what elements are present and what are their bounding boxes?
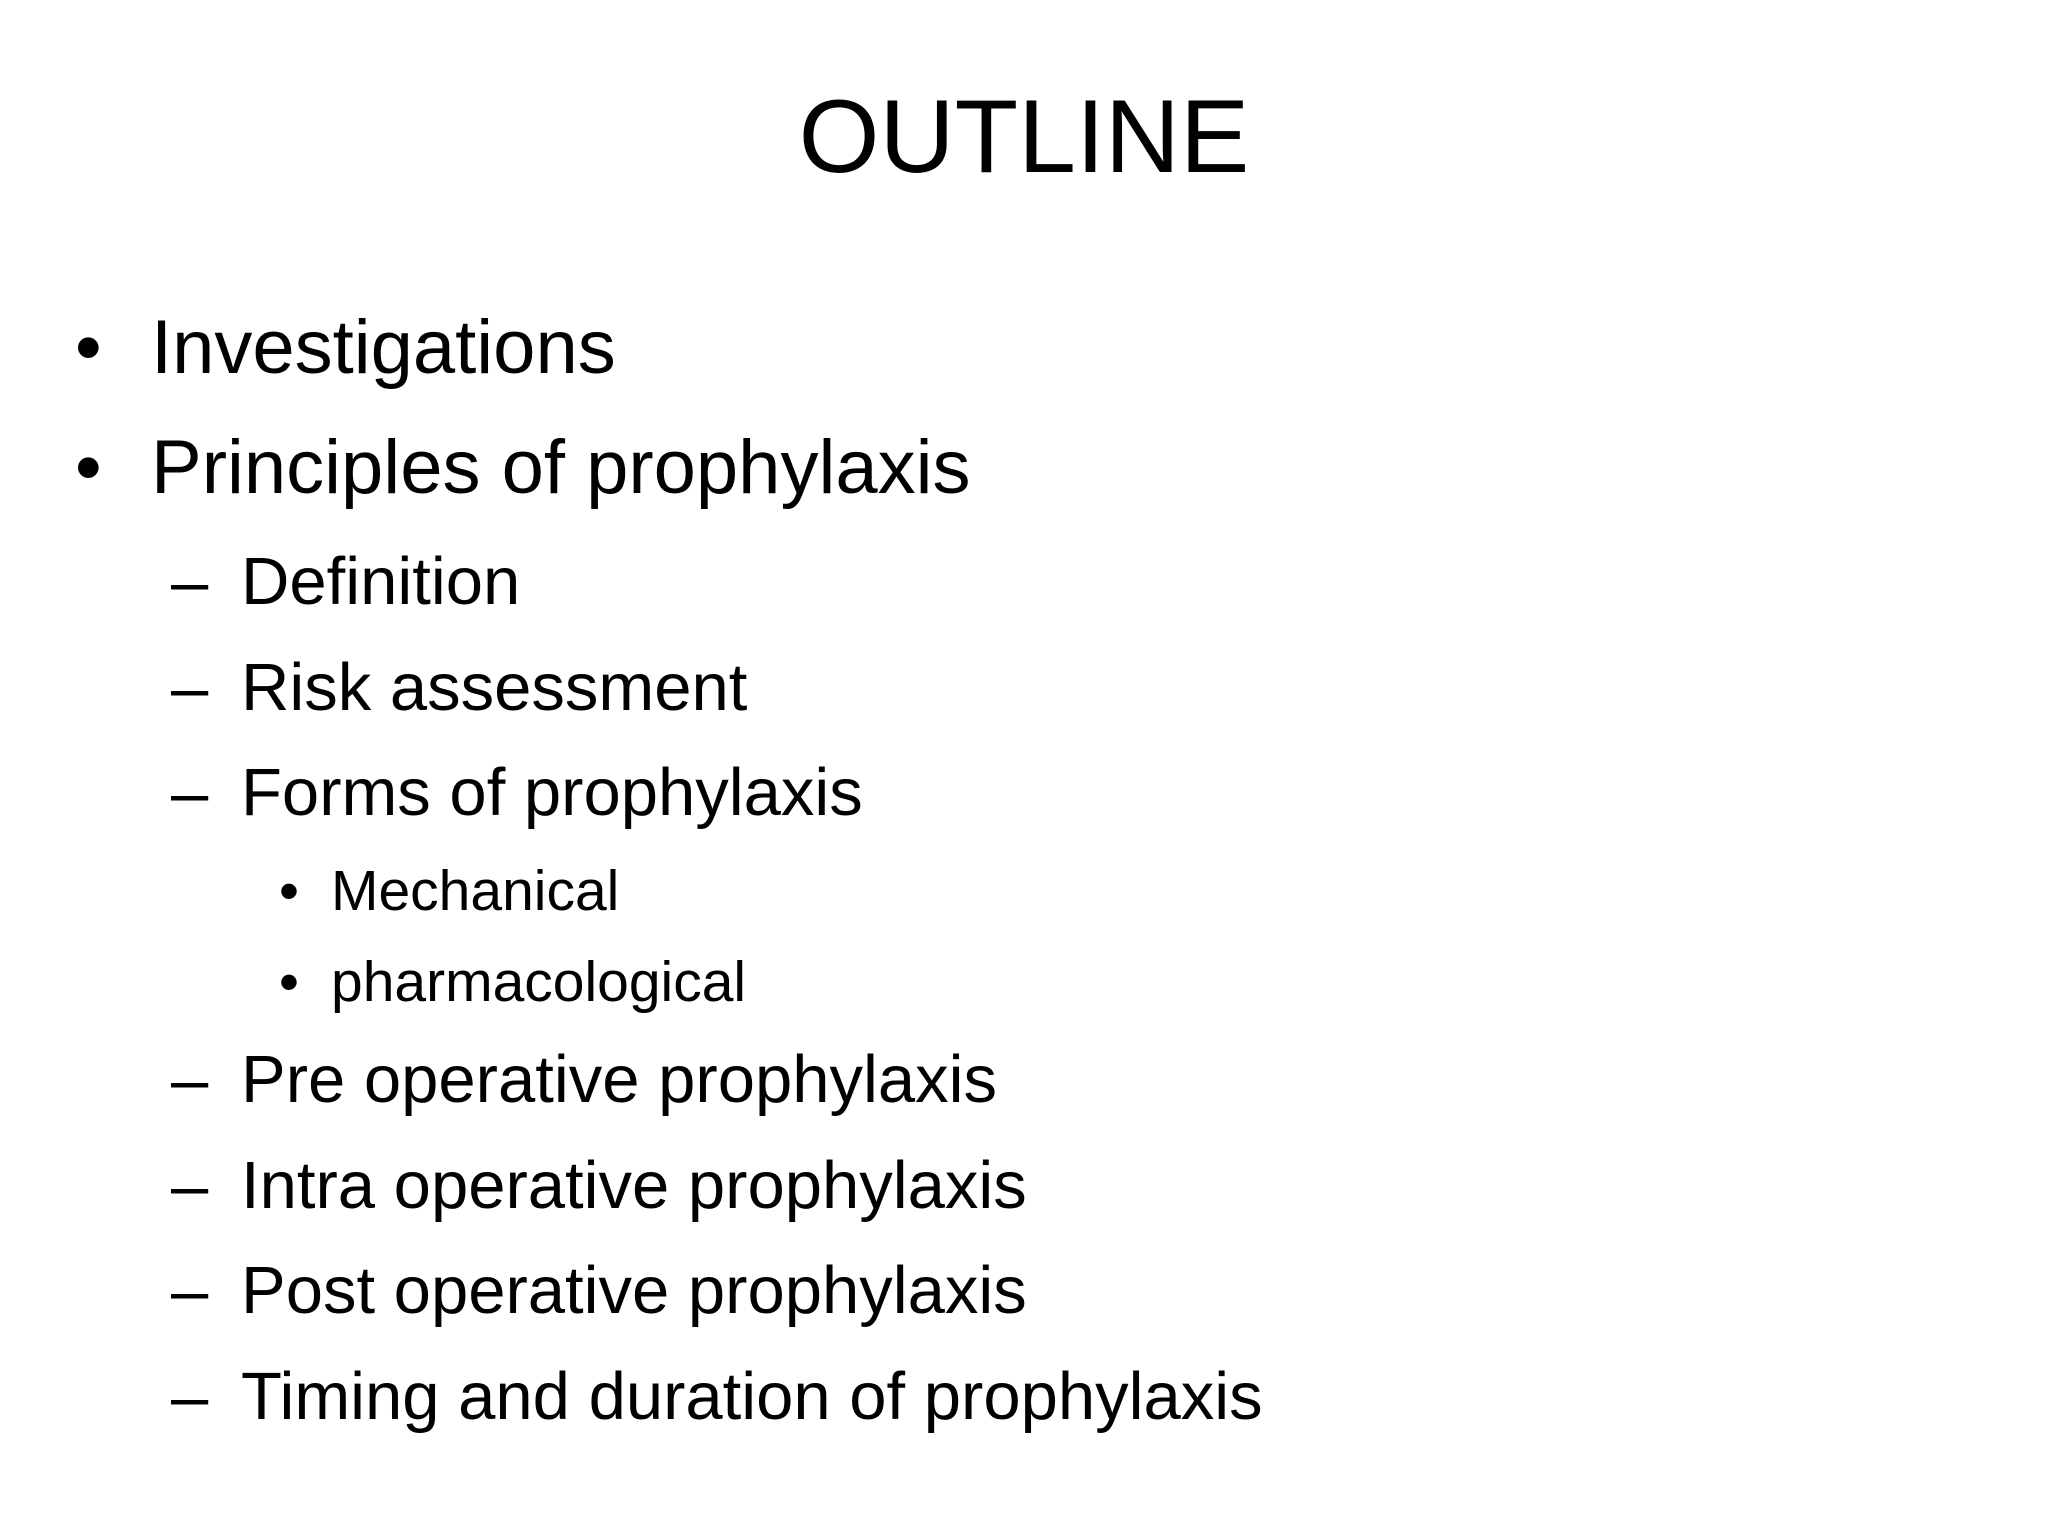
dash-icon: – <box>171 1253 209 1328</box>
bullet-icon: • <box>75 305 102 390</box>
dash-icon: – <box>171 1042 209 1117</box>
bullet-icon: • <box>75 425 102 510</box>
list-item <box>75 305 616 390</box>
bullet-icon: • <box>279 950 299 1014</box>
list-item-text: Definition <box>241 544 521 619</box>
list-item <box>279 950 747 1014</box>
list-item <box>279 859 620 923</box>
list-item <box>171 1253 1027 1328</box>
list-item <box>171 755 863 830</box>
list-item <box>171 544 521 619</box>
list-item-text: Principles of prophylaxis <box>151 425 971 510</box>
dash-icon: – <box>171 755 209 830</box>
dash-icon: – <box>171 1359 209 1434</box>
dash-icon: – <box>171 1148 209 1223</box>
bullet-icon: • <box>279 859 299 923</box>
dash-icon: – <box>171 544 209 619</box>
list-item-text: Investigations <box>151 305 616 390</box>
list-item <box>171 1359 1263 1434</box>
list-item-text: Intra operative prophylaxis <box>241 1148 1027 1223</box>
dash-icon: – <box>171 650 209 725</box>
list-item-text: pharmacological <box>331 950 747 1014</box>
list-item <box>171 650 748 725</box>
list-item-text: Mechanical <box>331 859 620 923</box>
list-item <box>171 1042 998 1117</box>
list-item-text: Pre operative prophylaxis <box>241 1042 998 1117</box>
list-item <box>75 425 971 510</box>
slide-title: OUTLINE <box>798 79 1250 195</box>
list-item <box>171 1148 1027 1223</box>
list-item-text: Post operative prophylaxis <box>241 1253 1027 1328</box>
list-item-text: Timing and duration of prophylaxis <box>241 1359 1263 1434</box>
list-item-text: Risk assessment <box>241 650 748 725</box>
list-item-text: Forms of prophylaxis <box>241 755 863 830</box>
